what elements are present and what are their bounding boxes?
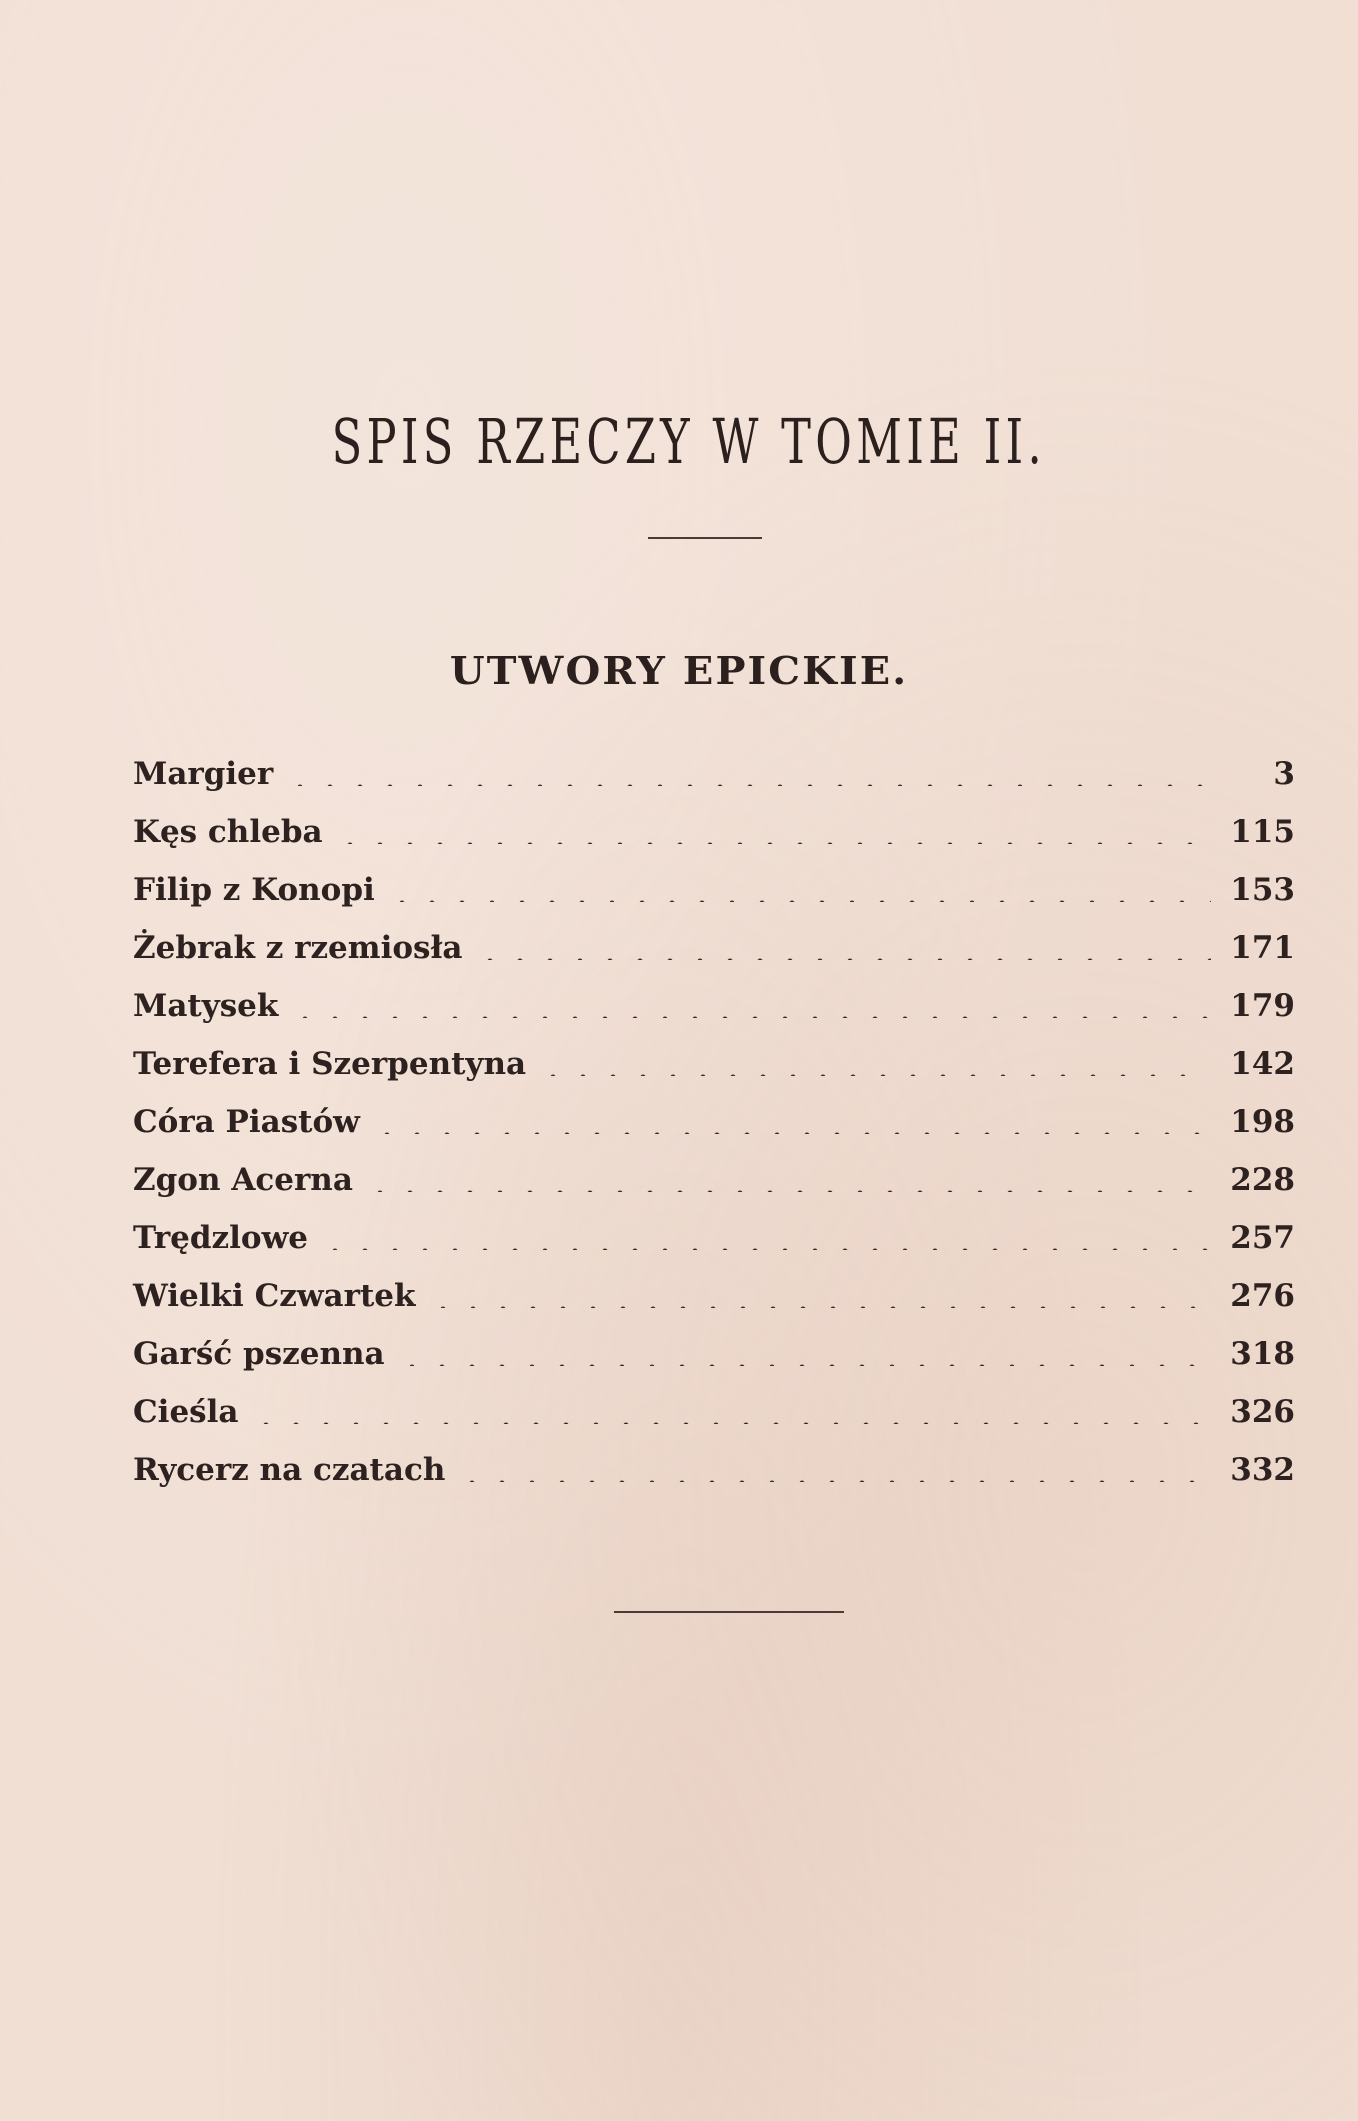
toc-entry-margier [133, 754, 1295, 812]
toc-entry-page: 115 [1230, 814, 1295, 850]
toc-entry-title: Rycerz na czatach [133, 1452, 446, 1488]
toc-entry-tredzlowe [133, 1218, 1295, 1276]
toc-entry-zgon-acerna [133, 1160, 1295, 1218]
table-of-contents [133, 754, 1295, 1508]
closing-divider [614, 1611, 844, 1613]
toc-entry-title: Margier [133, 756, 274, 792]
toc-entry-filip-z-konopi [133, 870, 1295, 928]
toc-entry-page: 318 [1230, 1336, 1295, 1372]
toc-entry-page: 332 [1230, 1452, 1295, 1488]
toc-entry-page: 228 [1230, 1162, 1295, 1198]
dot-leader [383, 872, 1211, 902]
dot-leader [316, 1220, 1211, 1250]
toc-entry-matysek [133, 986, 1295, 1044]
toc-entry-cora-piastow [133, 1102, 1295, 1160]
toc-entry-title: Matysek [133, 988, 279, 1024]
dot-leader [331, 814, 1211, 844]
toc-entry-page: 257 [1230, 1220, 1295, 1256]
toc-entry-title: Cieśla [133, 1394, 239, 1430]
dot-leader [247, 1394, 1212, 1424]
dot-leader [368, 1104, 1211, 1134]
toc-entry-page: 198 [1230, 1104, 1295, 1140]
toc-entry-ciesla [133, 1392, 1295, 1450]
toc-entry-title: Filip z Konopi [133, 872, 375, 908]
toc-entry-garsc-pszenna [133, 1334, 1295, 1392]
dot-leader [471, 930, 1212, 960]
toc-entry-page: 153 [1230, 872, 1295, 908]
toc-entry-wielki-czwartek [133, 1276, 1295, 1334]
toc-entry-title: Terefera i Szerpentyna [133, 1046, 527, 1082]
toc-entry-page: 171 [1230, 930, 1295, 966]
dot-leader [534, 1046, 1211, 1076]
toc-entry-terefera-i-szerpentyna [133, 1044, 1295, 1102]
toc-entry-kes-chleba [133, 812, 1295, 870]
dot-leader [424, 1278, 1212, 1308]
toc-entry-zebrak-z-rzemiosla [133, 928, 1295, 986]
toc-entry-page: 142 [1230, 1046, 1295, 1082]
toc-entry-page: 3 [1273, 756, 1295, 792]
dot-leader [393, 1336, 1211, 1366]
toc-entry-page: 179 [1230, 988, 1295, 1024]
dot-leader [361, 1162, 1211, 1192]
toc-entry-page: 276 [1230, 1278, 1295, 1314]
section-heading: UTWORY EPICKIE. [449, 648, 909, 693]
dot-leader [453, 1452, 1211, 1482]
dot-leader [281, 756, 1211, 786]
toc-entry-page: 326 [1230, 1394, 1295, 1430]
toc-entry-title: Garść pszenna [133, 1336, 385, 1372]
toc-entry-rycerz-na-czatach [133, 1450, 1295, 1508]
toc-entry-title: Córa Piastów [133, 1104, 360, 1140]
page-title: SPIS RZECZY W TOMIE II. [331, 405, 1047, 478]
title-divider [648, 537, 762, 539]
toc-entry-title: Kęs chleba [133, 814, 323, 850]
toc-entry-title: Żebrak z rzemiosła [133, 930, 463, 966]
dot-leader [286, 988, 1211, 1018]
toc-entry-title: Trędzlowe [133, 1220, 309, 1256]
toc-entry-title: Zgon Acerna [133, 1162, 353, 1198]
toc-entry-title: Wielki Czwartek [133, 1278, 416, 1314]
